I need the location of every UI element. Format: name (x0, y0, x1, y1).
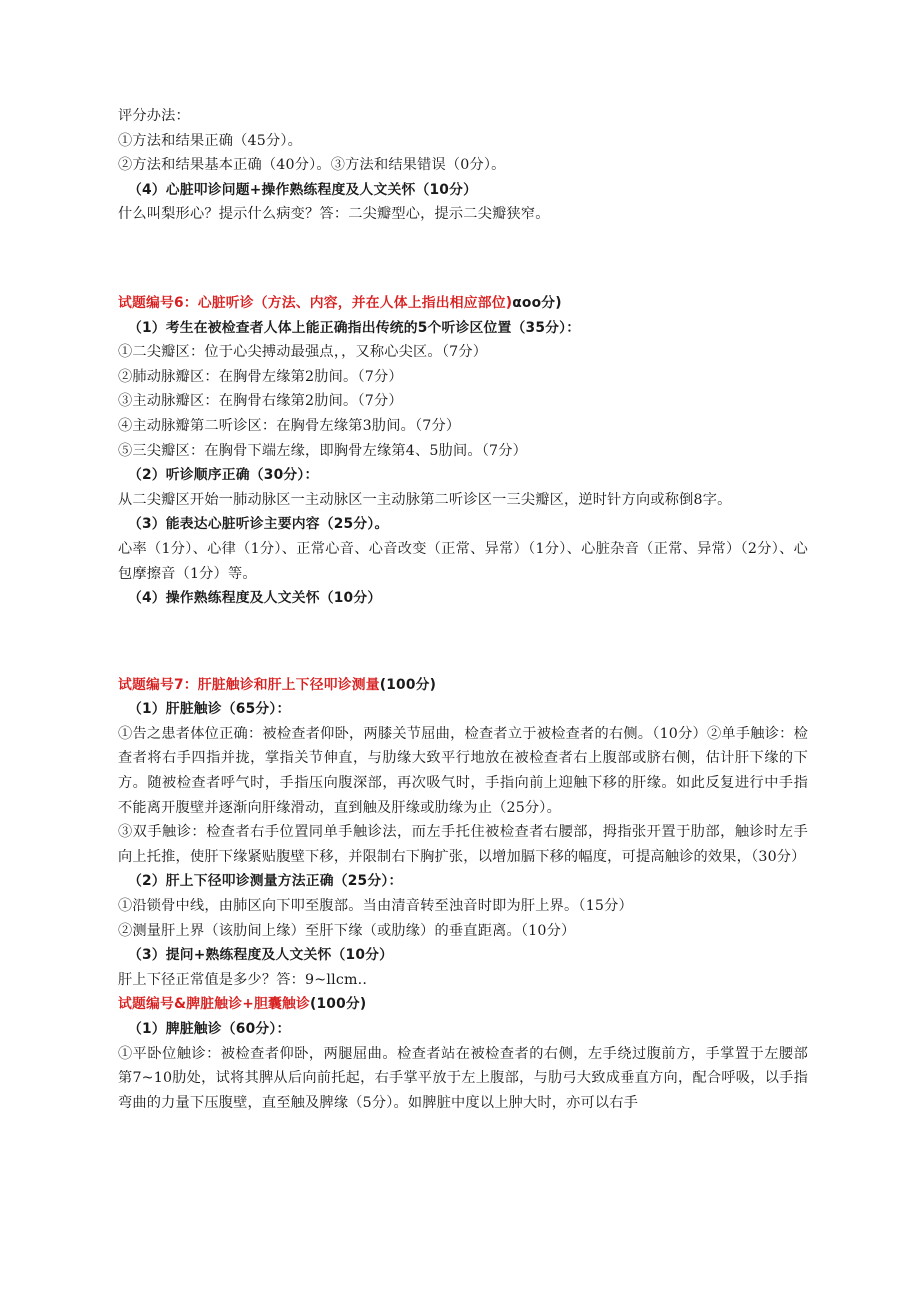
section-heading: （3）能表达心脏听诊主要内容（25分）。 (128, 516, 389, 533)
document-page (118, 104, 808, 1115)
section-heading: （4）操作熟练程度及人文关怀（10分） (128, 590, 382, 607)
section-heading: （1）考生在被检查者人体上能正确指出传统的5个听诊区位置（35分）： (128, 319, 581, 336)
exam-title-score: (100分) (309, 996, 367, 1013)
list-item: ②肺动脉瓣区：在胸骨左缘第2肋间。（7分） (118, 368, 403, 385)
section-heading: （2）听诊顺序正确（30分）： (128, 467, 319, 484)
scoring-method-label: 评分办法： (118, 108, 190, 124)
paragraph: ①平卧位触诊：被检查者仰卧，两腿屈曲。检查者站在被检查者的右侧，左手绕过腹前方，手掌置于左腰部第7~10肋处，试将其脾从后向前托起，右手掌平放于左上腹部，与肋弓大致成垂直方向，配合呼吸，以手指弯曲的力量下压腹壁，直至触及脾缘（5分）。如脾脏中度以上肿大时，亦可以右手 (118, 1045, 808, 1111)
paragraph: 从二尖瓣区开始一肺动脉区一主动脉区一主动脉第二听诊区一三尖瓣区，逆时针方向或称倒8字。 (118, 491, 732, 508)
section-heading: （1）脾脏触诊（60分）： (128, 1021, 291, 1037)
exam-title-text: 试题编号&脾脏触诊+胆囊触诊 (118, 996, 310, 1013)
exam-title-text: 试题编号6：心脏听诊（方法、内容，并在人体上指出相应部位) (118, 294, 513, 311)
list-item: ①沿锁骨中线，由肺区向下叩至腹部。当由清音转至浊音时即为肝上界。（15分） (118, 898, 633, 915)
list-item: ③主动脉瓣区：在胸骨右缘第2肋间。（7分） (118, 393, 403, 410)
scoring-item: ①方法和结果正确（45分）。 (118, 132, 303, 149)
list-item: ①二尖瓣区：位于心尖搏动最强点，，又称心尖区。（7分） (118, 344, 488, 361)
exam-title-8 (118, 992, 808, 1017)
list-item: ④主动脉瓣第二听诊区：在胸骨左缘第3肋间。（7分） (118, 417, 461, 434)
section-heading: （3）提问+熟练程度及人文关怀（10分） (128, 947, 394, 964)
paragraph: ③双手触诊：检查者右手位置同单手触诊法，而左手托住被检查者右腰部，拇指张开置于肋部，触诊时左手向上托推，使肝下缘紧贴腹壁下移，并限制右下胸扩张，以增加膈下移的幅度，可提高触诊的效果，（30分） (118, 824, 808, 865)
exam-title-7 (118, 673, 808, 698)
question-answer: 什么叫梨形心？提示什么病变？答：二尖瓣型心，提示二尖瓣狭窄。 (118, 206, 550, 223)
section-heading: （2）肝上下径叩诊测量方法正确（25分）： (128, 873, 403, 890)
list-item: ②测量肝上界（该肋间上缘）至肝下缘（或肋缘）的垂直距离。（10分） (118, 922, 576, 939)
paragraph: ①告之患者体位正确：被检查者仰卧，两膝关节屈曲，检查者立于被检查者的右侧。（10分）②单手触诊：检查者将右手四指并拢，掌指关节伸直，与肋缘大致平行地放在被检查者右上腹部或脐右侧，估计肝下缘的下方。随被检查者呼气时，手指压向腹深部，再次吸气时，手指向前上迎触下移的肝缘。如此反复进行中手指不能离开腹壁并逐渐向肝缘滑动，直到触及肝缘或肋缘为止（25分）。 (118, 725, 808, 816)
section-heading: （4）心脏叩诊问题+操作熟练程度及人文关怀（10分） (128, 181, 478, 198)
paragraph: 心率（1分）、心律（1分）、正常心音、心音改变（正常、异常）（1分）、心脏杂音（正常、异常）（2分）、心包摩擦音（1分）等。 (118, 540, 808, 582)
question-answer: 肝上下径正常值是多少？答：9~llcm.. (118, 971, 368, 988)
exam-title-score: (100分) (379, 676, 437, 693)
exam-title-6 (118, 291, 808, 316)
exam-title-score: αoo分) (512, 294, 562, 311)
scoring-item: ②方法和结果基本正确（40分）。③方法和结果错误（0分）。 (118, 157, 506, 174)
list-item: ⑤三尖瓣区：在胸骨下端左缘，即胸骨左缘第4、5肋间。（7分） (118, 442, 528, 459)
exam-title-text: 试题编号7：肝脏触诊和肝上下径叩诊测量 (118, 676, 380, 693)
section-heading: （1）肝脏触诊（65分）： (128, 701, 291, 718)
